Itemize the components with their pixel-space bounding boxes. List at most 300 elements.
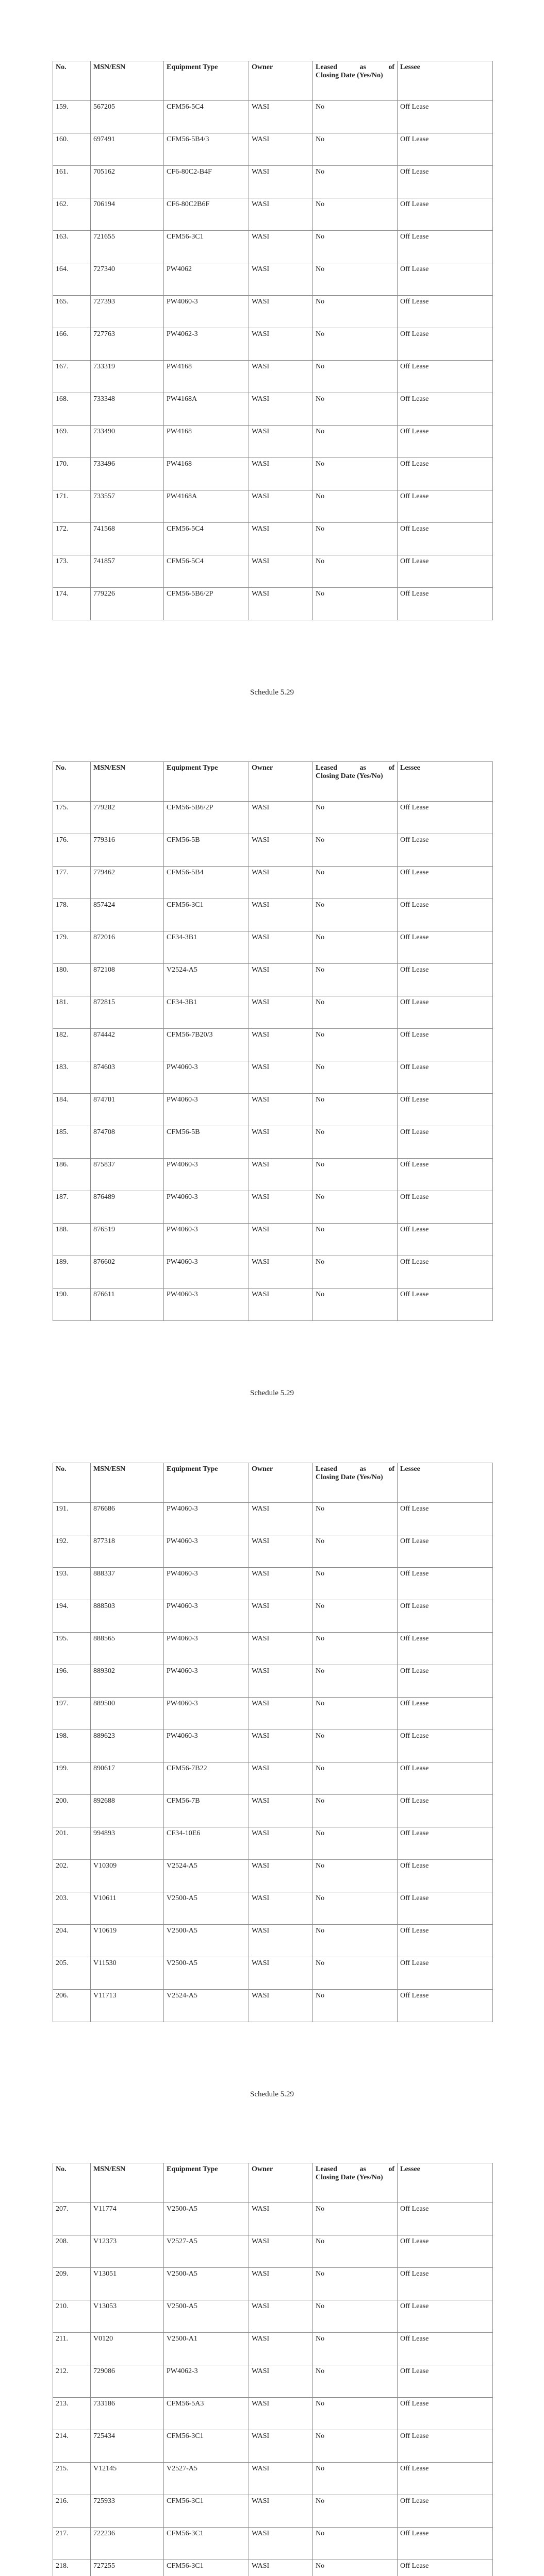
cell-no: 187. xyxy=(53,1191,91,1224)
header-leased-text xyxy=(316,2165,394,2182)
cell-msn-esn: 889623 xyxy=(91,1730,164,1762)
cell-owner: WASI xyxy=(249,328,313,361)
cell-equipment-type: CFM56-3C1 xyxy=(164,2560,249,2576)
table-row xyxy=(53,1224,493,1256)
cell-leased: No xyxy=(313,1126,398,1159)
header-owner: Owner xyxy=(249,61,313,101)
header-row xyxy=(53,762,493,802)
cell-lessee: Off Lease xyxy=(398,1094,493,1126)
cell-msn-esn: 733186 xyxy=(91,2398,164,2430)
cell-lessee: Off Lease xyxy=(398,2203,493,2235)
cell-lessee: Off Lease xyxy=(398,1860,493,1892)
cell-owner: WASI xyxy=(249,1762,313,1795)
table-row xyxy=(53,1029,493,1061)
cell-no: 168. xyxy=(53,393,91,426)
cell-lessee: Off Lease xyxy=(398,523,493,555)
cell-msn-esn: 697491 xyxy=(91,133,164,166)
cell-leased: No xyxy=(313,1892,398,1925)
cell-msn-esn: 872815 xyxy=(91,996,164,1029)
cell-no: 206. xyxy=(53,1990,91,2022)
cell-owner: WASI xyxy=(249,1535,313,1568)
cell-lessee: Off Lease xyxy=(398,1665,493,1698)
cell-owner: WASI xyxy=(249,2365,313,2398)
cell-msn-esn: 889302 xyxy=(91,1665,164,1698)
table-row xyxy=(53,1126,493,1159)
header-equipment-type: Equipment Type xyxy=(164,762,249,802)
cell-leased: No xyxy=(313,2430,398,2463)
header-leased xyxy=(313,2163,398,2203)
cell-owner: WASI xyxy=(249,1568,313,1600)
cell-leased: No xyxy=(313,198,398,231)
cell-leased: No xyxy=(313,2398,398,2430)
cell-owner: WASI xyxy=(249,458,313,490)
cell-msn-esn: 733557 xyxy=(91,490,164,523)
header-leased-word: of xyxy=(388,63,394,71)
cell-lessee: Off Lease xyxy=(398,490,493,523)
cell-equipment-type: V2524-A5 xyxy=(164,964,249,996)
cell-leased: No xyxy=(313,1600,398,1633)
cell-msn-esn: 741857 xyxy=(91,555,164,588)
cell-equipment-type: CFM56-5C4 xyxy=(164,555,249,588)
cell-no: 191. xyxy=(53,1503,91,1535)
table-row xyxy=(53,296,493,328)
cell-equipment-type: PW4060-3 xyxy=(164,296,249,328)
cell-equipment-type: CFM56-5C4 xyxy=(164,101,249,133)
cell-lessee: Off Lease xyxy=(398,996,493,1029)
header-msn-esn: MSN/ESN xyxy=(91,2163,164,2203)
cell-owner: WASI xyxy=(249,964,313,996)
header-leased-rest: Closing Date (Yes/No) xyxy=(316,72,383,79)
cell-lessee: Off Lease xyxy=(398,263,493,296)
cell-lessee: Off Lease xyxy=(398,1957,493,1990)
table-row xyxy=(53,555,493,588)
table-row xyxy=(53,490,493,523)
cell-no: 186. xyxy=(53,1159,91,1191)
cell-equipment-type: V2500-A5 xyxy=(164,2300,249,2333)
cell-msn-esn: 741568 xyxy=(91,523,164,555)
header-no: No. xyxy=(53,762,91,802)
cell-msn-esn: 892688 xyxy=(91,1795,164,1827)
header-leased-rest: Closing Date (Yes/No) xyxy=(316,772,383,780)
cell-msn-esn: 706194 xyxy=(91,198,164,231)
cell-msn-esn: 722236 xyxy=(91,2528,164,2560)
cell-no: 192. xyxy=(53,1535,91,1568)
cell-leased: No xyxy=(313,490,398,523)
header-no: No. xyxy=(53,61,91,101)
schedule-caption: Schedule 5.29 xyxy=(250,1389,294,1397)
cell-leased: No xyxy=(313,2495,398,2528)
cell-no: 203. xyxy=(53,1892,91,1925)
cell-msn-esn: V12145 xyxy=(91,2463,164,2495)
cell-leased: No xyxy=(313,393,398,426)
cell-no: 174. xyxy=(53,588,91,620)
table-row xyxy=(53,1957,493,1990)
table-row xyxy=(53,2203,493,2235)
cell-equipment-type: PW4060-3 xyxy=(164,1730,249,1762)
header-msn-esn: MSN/ESN xyxy=(91,61,164,101)
header-leased-word: of xyxy=(388,2165,394,2173)
cell-lessee: Off Lease xyxy=(398,1827,493,1860)
cell-leased: No xyxy=(313,523,398,555)
cell-equipment-type: V2524-A5 xyxy=(164,1990,249,2022)
table-row xyxy=(53,328,493,361)
cell-equipment-type: PW4168 xyxy=(164,458,249,490)
cell-equipment-type: V2500-A5 xyxy=(164,2203,249,2235)
table-row xyxy=(53,1762,493,1795)
table-row xyxy=(53,1633,493,1665)
cell-lessee: Off Lease xyxy=(398,458,493,490)
cell-owner: WASI xyxy=(249,1094,313,1126)
header-no: No. xyxy=(53,1463,91,1503)
header-leased-word: as xyxy=(359,1465,366,1473)
header-lessee: Lessee xyxy=(398,762,493,802)
schedule-caption: Schedule 5.29 xyxy=(250,688,294,697)
table-row xyxy=(53,1289,493,1321)
header-row xyxy=(53,1463,493,1503)
cell-msn-esn: 874708 xyxy=(91,1126,164,1159)
table-row xyxy=(53,1535,493,1568)
table-row xyxy=(53,2560,493,2576)
cell-msn-esn: 888503 xyxy=(91,1600,164,1633)
cell-leased: No xyxy=(313,101,398,133)
cell-msn-esn: V11713 xyxy=(91,1990,164,2022)
cell-equipment-type: V2500-A5 xyxy=(164,2268,249,2300)
cell-equipment-type: PW4062-3 xyxy=(164,328,249,361)
cell-no: 193. xyxy=(53,1568,91,1600)
cell-equipment-type: PW4060-3 xyxy=(164,1159,249,1191)
cell-lessee: Off Lease xyxy=(398,2365,493,2398)
cell-equipment-type: V2527-A5 xyxy=(164,2235,249,2268)
cell-leased: No xyxy=(313,1633,398,1665)
table-row xyxy=(53,133,493,166)
cell-lessee: Off Lease xyxy=(398,101,493,133)
cell-leased: No xyxy=(313,964,398,996)
cell-msn-esn: V13051 xyxy=(91,2268,164,2300)
cell-leased: No xyxy=(313,834,398,867)
header-row xyxy=(53,61,493,101)
cell-msn-esn: V0120 xyxy=(91,2333,164,2365)
cell-msn-esn: 857424 xyxy=(91,899,164,931)
cell-equipment-type: PW4060-3 xyxy=(164,1094,249,1126)
cell-owner: WASI xyxy=(249,588,313,620)
cell-msn-esn: 727340 xyxy=(91,263,164,296)
table-row xyxy=(53,1827,493,1860)
cell-equipment-type: CF34-10E6 xyxy=(164,1827,249,1860)
cell-leased: No xyxy=(313,296,398,328)
cell-owner: WASI xyxy=(249,166,313,198)
cell-msn-esn: 567205 xyxy=(91,101,164,133)
header-leased-line1 xyxy=(316,764,394,772)
cell-lessee: Off Lease xyxy=(398,2300,493,2333)
table-row xyxy=(53,1990,493,2022)
table-row xyxy=(53,2235,493,2268)
cell-lessee: Off Lease xyxy=(398,588,493,620)
cell-leased: No xyxy=(313,1827,398,1860)
cell-no: 197. xyxy=(53,1698,91,1730)
cell-lessee: Off Lease xyxy=(398,1159,493,1191)
cell-msn-esn: V10619 xyxy=(91,1925,164,1957)
cell-lessee: Off Lease xyxy=(398,2333,493,2365)
cell-owner: WASI xyxy=(249,1503,313,1535)
table-row xyxy=(53,2333,493,2365)
cell-leased: No xyxy=(313,2333,398,2365)
cell-owner: WASI xyxy=(249,426,313,458)
cell-equipment-type: CFM56-3C1 xyxy=(164,2495,249,2528)
table-row xyxy=(53,166,493,198)
cell-msn-esn: 705162 xyxy=(91,166,164,198)
cell-owner: WASI xyxy=(249,1159,313,1191)
cell-lessee: Off Lease xyxy=(398,1535,493,1568)
cell-owner: WASI xyxy=(249,2268,313,2300)
cell-leased: No xyxy=(313,1925,398,1957)
cell-leased: No xyxy=(313,1568,398,1600)
cell-no: 207. xyxy=(53,2203,91,2235)
cell-no: 217. xyxy=(53,2528,91,2560)
cell-no: 179. xyxy=(53,931,91,964)
cell-equipment-type: CFM56-3C1 xyxy=(164,899,249,931)
cell-equipment-type: CFM56-5B6/2P xyxy=(164,802,249,834)
cell-lessee: Off Lease xyxy=(398,2268,493,2300)
cell-lessee: Off Lease xyxy=(398,1925,493,1957)
table-row xyxy=(53,1061,493,1094)
cell-no: 214. xyxy=(53,2430,91,2463)
cell-owner: WASI xyxy=(249,2203,313,2235)
cell-leased: No xyxy=(313,1990,398,2022)
cell-owner: WASI xyxy=(249,1860,313,1892)
cell-lessee: Off Lease xyxy=(398,1503,493,1535)
header-leased-word: of xyxy=(388,1465,394,1473)
cell-equipment-type: CFM56-5B xyxy=(164,834,249,867)
cell-owner: WASI xyxy=(249,101,313,133)
cell-lessee: Off Lease xyxy=(398,1698,493,1730)
cell-msn-esn: 733496 xyxy=(91,458,164,490)
cell-equipment-type: PW4060-3 xyxy=(164,1633,249,1665)
cell-owner: WASI xyxy=(249,1633,313,1665)
cell-msn-esn: 875837 xyxy=(91,1159,164,1191)
cell-no: 194. xyxy=(53,1600,91,1633)
table-row xyxy=(53,834,493,867)
cell-lessee: Off Lease xyxy=(398,1892,493,1925)
cell-owner: WASI xyxy=(249,1289,313,1321)
cell-leased: No xyxy=(313,2528,398,2560)
table-row xyxy=(53,1925,493,1957)
cell-owner: WASI xyxy=(249,1698,313,1730)
header-leased-word: as xyxy=(359,764,366,772)
cell-equipment-type: CFM56-7B20/3 xyxy=(164,1029,249,1061)
cell-leased: No xyxy=(313,1029,398,1061)
header-msn-esn: MSN/ESN xyxy=(91,762,164,802)
cell-leased: No xyxy=(313,1224,398,1256)
table-row xyxy=(53,393,493,426)
table-row xyxy=(53,231,493,263)
cell-owner: WASI xyxy=(249,1029,313,1061)
cell-owner: WASI xyxy=(249,2560,313,2576)
cell-equipment-type: PW4060-3 xyxy=(164,1503,249,1535)
cell-msn-esn: V11774 xyxy=(91,2203,164,2235)
cell-lessee: Off Lease xyxy=(398,2430,493,2463)
cell-no: 213. xyxy=(53,2398,91,2430)
cell-msn-esn: 872016 xyxy=(91,931,164,964)
table-row xyxy=(53,1159,493,1191)
table-row xyxy=(53,198,493,231)
cell-owner: WASI xyxy=(249,490,313,523)
cell-msn-esn: 994893 xyxy=(91,1827,164,1860)
cell-msn-esn: 729086 xyxy=(91,2365,164,2398)
cell-leased: No xyxy=(313,802,398,834)
header-equipment-type: Equipment Type xyxy=(164,2163,249,2203)
cell-owner: WASI xyxy=(249,2300,313,2333)
cell-lessee: Off Lease xyxy=(398,198,493,231)
cell-owner: WASI xyxy=(249,2528,313,2560)
cell-owner: WASI xyxy=(249,867,313,899)
cell-no: 210. xyxy=(53,2300,91,2333)
cell-lessee: Off Lease xyxy=(398,2560,493,2576)
table-row xyxy=(53,1256,493,1289)
table-row xyxy=(53,964,493,996)
cell-no: 184. xyxy=(53,1094,91,1126)
header-leased-text xyxy=(316,63,394,80)
table-row xyxy=(53,2495,493,2528)
cell-leased: No xyxy=(313,2300,398,2333)
cell-no: 172. xyxy=(53,523,91,555)
cell-msn-esn: 727393 xyxy=(91,296,164,328)
cell-equipment-type: CFM56-5B xyxy=(164,1126,249,1159)
cell-msn-esn: 779316 xyxy=(91,834,164,867)
cell-no: 195. xyxy=(53,1633,91,1665)
cell-lessee: Off Lease xyxy=(398,1730,493,1762)
header-row xyxy=(53,2163,493,2203)
cell-msn-esn: 876686 xyxy=(91,1503,164,1535)
table-row xyxy=(53,899,493,931)
cell-lessee: Off Lease xyxy=(398,867,493,899)
header-lessee: Lessee xyxy=(398,2163,493,2203)
cell-owner: WASI xyxy=(249,1795,313,1827)
header-leased-word: as xyxy=(359,2165,366,2173)
cell-equipment-type: CFM56-5C4 xyxy=(164,523,249,555)
cell-owner: WASI xyxy=(249,263,313,296)
cell-lessee: Off Lease xyxy=(398,1795,493,1827)
cell-msn-esn: 888565 xyxy=(91,1633,164,1665)
cell-owner: WASI xyxy=(249,296,313,328)
cell-no: 189. xyxy=(53,1256,91,1289)
cell-no: 198. xyxy=(53,1730,91,1762)
cell-owner: WASI xyxy=(249,1665,313,1698)
cell-owner: WASI xyxy=(249,802,313,834)
cell-lessee: Off Lease xyxy=(398,328,493,361)
header-equipment-type: Equipment Type xyxy=(164,61,249,101)
cell-no: 204. xyxy=(53,1925,91,1957)
cell-lessee: Off Lease xyxy=(398,964,493,996)
header-leased-line1 xyxy=(316,63,394,72)
cell-leased: No xyxy=(313,1159,398,1191)
cell-owner: WASI xyxy=(249,393,313,426)
cell-owner: WASI xyxy=(249,1600,313,1633)
header-leased-rest: Closing Date (Yes/No) xyxy=(316,1473,383,1481)
cell-owner: WASI xyxy=(249,1892,313,1925)
cell-msn-esn: 779462 xyxy=(91,867,164,899)
cell-msn-esn: 779282 xyxy=(91,802,164,834)
cell-owner: WASI xyxy=(249,1191,313,1224)
table-row xyxy=(53,1600,493,1633)
cell-no: 178. xyxy=(53,899,91,931)
header-leased-rest: Closing Date (Yes/No) xyxy=(316,2174,383,2181)
cell-lessee: Off Lease xyxy=(398,2463,493,2495)
cell-msn-esn: 889500 xyxy=(91,1698,164,1730)
cell-no: 218. xyxy=(53,2560,91,2576)
cell-owner: WASI xyxy=(249,361,313,393)
table-row xyxy=(53,2528,493,2560)
cell-equipment-type: PW4060-3 xyxy=(164,1061,249,1094)
cell-no: 180. xyxy=(53,964,91,996)
table-row xyxy=(53,1094,493,1126)
cell-no: 176. xyxy=(53,834,91,867)
header-owner: Owner xyxy=(249,2163,313,2203)
cell-owner: WASI xyxy=(249,1256,313,1289)
cell-owner: WASI xyxy=(249,1827,313,1860)
cell-msn-esn: 725434 xyxy=(91,2430,164,2463)
schedule-table xyxy=(53,61,493,620)
header-lessee: Lessee xyxy=(398,61,493,101)
cell-msn-esn: 721655 xyxy=(91,231,164,263)
table-row xyxy=(53,523,493,555)
cell-leased: No xyxy=(313,555,398,588)
cell-owner: WASI xyxy=(249,1957,313,1990)
cell-equipment-type: PW4060-3 xyxy=(164,1224,249,1256)
cell-msn-esn: 733490 xyxy=(91,426,164,458)
cell-msn-esn: 876602 xyxy=(91,1256,164,1289)
cell-no: 196. xyxy=(53,1665,91,1698)
schedule-table xyxy=(53,761,493,1321)
cell-owner: WASI xyxy=(249,2235,313,2268)
cell-msn-esn: 877318 xyxy=(91,1535,164,1568)
cell-msn-esn: 874442 xyxy=(91,1029,164,1061)
cell-no: 165. xyxy=(53,296,91,328)
header-leased-word: Leased xyxy=(316,1465,337,1473)
cell-lessee: Off Lease xyxy=(398,1633,493,1665)
cell-equipment-type: CFM56-5B6/2P xyxy=(164,588,249,620)
cell-equipment-type: CF6-80C2B6F xyxy=(164,198,249,231)
table-row xyxy=(53,2398,493,2430)
cell-leased: No xyxy=(313,867,398,899)
cell-owner: WASI xyxy=(249,1925,313,1957)
cell-no: 160. xyxy=(53,133,91,166)
cell-leased: No xyxy=(313,1289,398,1321)
cell-lessee: Off Lease xyxy=(398,361,493,393)
cell-lessee: Off Lease xyxy=(398,1224,493,1256)
cell-msn-esn: 727763 xyxy=(91,328,164,361)
table-row xyxy=(53,2463,493,2495)
table-row xyxy=(53,426,493,458)
cell-owner: WASI xyxy=(249,1061,313,1094)
table-row xyxy=(53,1503,493,1535)
cell-lessee: Off Lease xyxy=(398,899,493,931)
cell-lessee: Off Lease xyxy=(398,133,493,166)
cell-no: 181. xyxy=(53,996,91,1029)
table-row xyxy=(53,2430,493,2463)
cell-equipment-type: PW4062 xyxy=(164,263,249,296)
cell-equipment-type: PW4060-3 xyxy=(164,1535,249,1568)
cell-no: 166. xyxy=(53,328,91,361)
table-row xyxy=(53,1795,493,1827)
cell-equipment-type: PW4060-3 xyxy=(164,1191,249,1224)
cell-no: 216. xyxy=(53,2495,91,2528)
cell-leased: No xyxy=(313,2463,398,2495)
cell-equipment-type: PW4060-3 xyxy=(164,1256,249,1289)
cell-owner: WASI xyxy=(249,1730,313,1762)
cell-lessee: Off Lease xyxy=(398,2495,493,2528)
cell-msn-esn: 888337 xyxy=(91,1568,164,1600)
cell-leased: No xyxy=(313,996,398,1029)
